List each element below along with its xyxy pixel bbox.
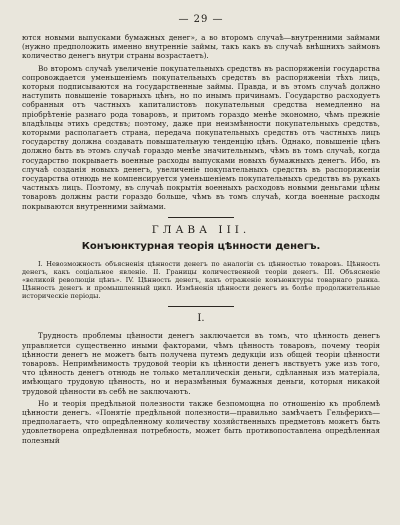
page-number: — 29 — (178, 14, 224, 25)
chapter-title: Конъюнктурная теорія цѣнности денегъ. (81, 240, 321, 252)
chapter-summary: I. Невозможность объясненія цѣнности денегъ по аналогіи съ цѣнностью товаровъ. Цѣнность денегъ, какъ соціальное явленіе. II. Границы количественной теоріи денегъ. III. Объясненіе «великой революціи цѣнъ». IV. Цѣнность денегъ, какъ отраженіе конъюнктуры товарнаго рынка. Цѣнность денегъ и промышленный цикл. Измѣненія цѣнности денегъ въ болѣе продолжительные историческіе періоды. (22, 259, 380, 301)
paragraph: Но и теорія предѣльной полезности также безпомощна по отношенію къ проблемѣ цѣнности денегъ. «Понятіе предѣльной полезности—правильно замѣчаетъ Гельферихъ—предполагаетъ, что опредѣленному количеству хозяйственныхъ предметовъ можетъ быть удовлетворена опредѣленная потребность, может быть противопоставлена опредѣленная полезный (22, 398, 380, 445)
section-marker: I. (197, 313, 205, 325)
paragraph: Трудность проблемы цѣнности денегъ заключается въ томъ, что цѣнность денегъ управляется существенно иными факторами, чѣмъ цѣнность товаровъ, почему теорія цѣнности денегъ не можетъ быть получена путемъ дедукціи изъ общей теоріи цѣнности товаровъ. Непримѣнимость трудовой теоріи къ цѣнности денегъ явствуетъ уже изъ того, что цѣнность денегъ отнюдь не только металлическія деньги, сдѣланныя изъ матеріала, имѣющаго трудовую цѣнность, но и неразмѣнныя бумажныя деньги, которыя никакой трудовой цѣнности въ себѣ не заключаютъ. (22, 331, 380, 396)
paragraph-continued: ются новыми выпусками бумажных денег», а во второмъ случаѣ—внутренними займами (нужно предположить именно внутренніе займы, такъ какъ въ случаѣ внѣшнихъ займовъ количество денегъ внутри страны возрастаетъ). (22, 33, 380, 61)
chapter-heading: ГЛАВА III. (151, 223, 251, 236)
section-divider (168, 306, 234, 307)
section-divider (168, 217, 234, 218)
paragraph: Во второмъ случаѣ увеличеніе покупательныхъ средствъ въ распоряженіи государства сопровождается уменьшеніемъ покупательныхъ средствъ въ распоряженіи тѣхъ лицъ, которыя подписываются на государственные займы. Правда, и въ этомъ случаѣ должно наступить повышеніе товарныхъ цѣнъ, но по инымъ причинамъ. Государство расходуетъ собранныя отъ частныхъ капиталистовъ покупательныя средства немедленно на пріобрѣтеніе разнаго рода товаровъ, и притомъ гораздо менѣе экономно, чѣмъ прежніе владѣльцы этихъ средствъ; поэтому, даже при неизмѣнности покупательныхъ средствъ, которыми располагаетъ страна, передача покупательныхъ средствъ отъ частныхъ лицъ государству должна создавать повышательную тенденцію цѣнъ. Однако, повышеніе цѣнъ должно быть въ этомъ случаѣ гораздо менѣе значительнымъ, чѣмъ въ томъ случаѣ, когда государство покрываетъ военные расходы выпусками новыхъ бумажныхъ денегъ. Ибо, въ случаѣ созданія новыхъ денегъ, увеличеніе покупательныхъ средствъ въ распоряженіи государства отнюдь не компенсируется уменьшеніемъ покупательныхъ средствъ въ рукахъ частныхъ лицъ. Поэтому, въ случаѣ покрытія военныхъ расходовъ новыми деньгами цѣны товаровъ должны расти гораздо больше, чѣмъ въ томъ случаѣ, когда военные расходы покрываются внутренними займами. (22, 63, 380, 211)
